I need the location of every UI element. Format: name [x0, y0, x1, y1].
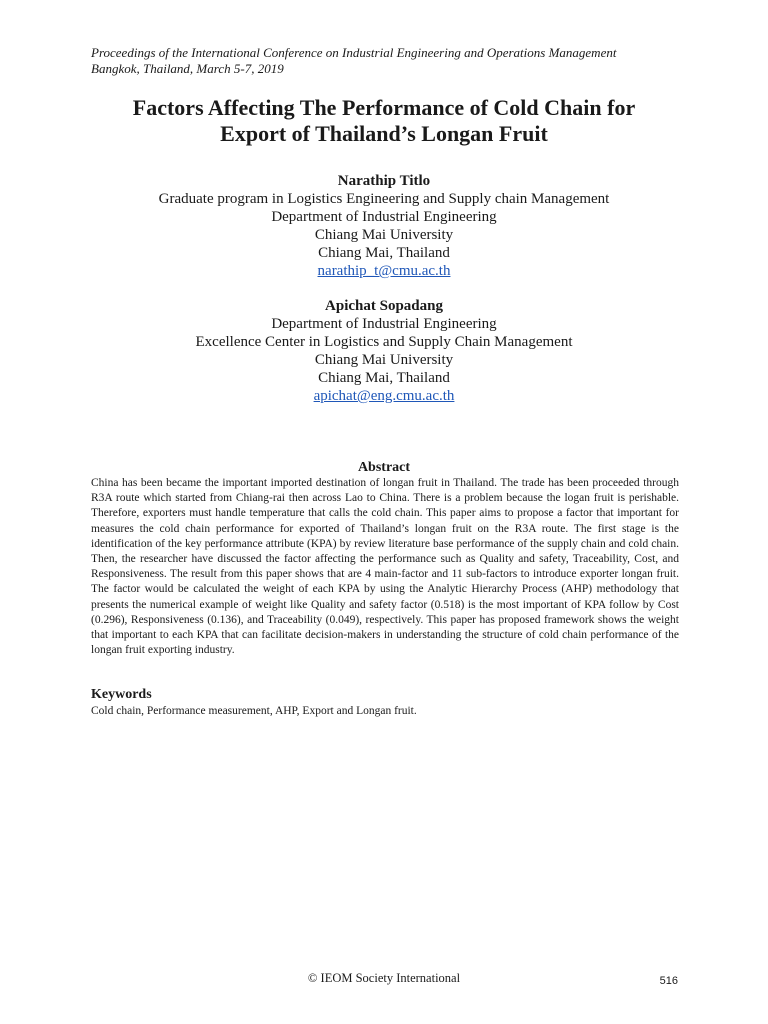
author-affiliation: Department of Industrial Engineering	[271, 316, 497, 332]
author-affiliation: Department of Industrial Engineering	[271, 209, 497, 225]
author-affiliation: Chiang Mai, Thailand	[318, 245, 450, 261]
paper-title-line-1: Factors Affecting The Performance of Cold Chain for	[132, 95, 636, 120]
conference-header	[91, 45, 616, 77]
author-affiliation: Chiang Mai University	[314, 352, 454, 368]
author-block-2	[60, 297, 708, 405]
abstract-heading: Abstract	[357, 460, 411, 475]
paper-title	[60, 95, 708, 147]
authors-section	[60, 172, 708, 405]
author-name: Apichat Sopadang	[325, 298, 443, 314]
conference-location-date: Bangkok, Thailand, March 5-7, 2019	[91, 61, 284, 76]
paper-title-line-2: Export of Thailand’s Longan Fruit	[220, 121, 548, 146]
author-email-link[interactable]: apichat@eng.cmu.ac.th	[313, 388, 455, 404]
page-number: 516	[659, 975, 678, 987]
author-name: Narathip Titlo	[337, 173, 431, 189]
author-affiliation: Excellence Center in Logistics and Supply Chain Management	[195, 334, 573, 350]
keywords-heading: Keywords	[91, 687, 152, 702]
author-email-link[interactable]: narathip_t@cmu.ac.th	[317, 263, 451, 279]
abstract-text: China has been became the important imported destination of longan fruit in Thailand. The trade has been proceeded through R3A route which started from Chiang-rai then across Lao to China. There is a problem because the logan fruit is perishable. Therefore, exporters must handle temperature that calls the cold chain. This paper aims to propose a factor that important for measures the cold chain performance for exported of Thailand’s longan fruit on the R3A route. The first stage is the identification of the key performance attribute (KPA) by review literature base performance of the supply chain and cold chain. Then, the researcher have discussed the factor affecting the performance such as Quality and safety, Traceability, Cost, and Responsiveness. The result from this paper shows that are 4 main-factor and 11 sub-factors to introduce exporter longan fruit. The factor would be calculated the weight of each KPA by using the Analytic Hierarchy Process (AHP) methodology that presents the numerical example of weight like Quality and safety factor (0.518) is the most important of KPA follow by Cost (0.296), Responsiveness (0.136), and Traceability (0.049), respectively. This paper has proposed framework shows the weight that important to each KPA that can facilitate decision-makers in understanding the structure of cold chain performance of the longan fruit exporting industry.	[91, 477, 679, 657]
conference-name: Proceedings of the International Conference on Industrial Engineering and Operations Management	[91, 45, 617, 60]
keywords-text: Cold chain, Performance measurement, AHP, Export and Longan fruit.	[91, 705, 417, 717]
author-affiliation: Graduate program in Logistics Engineering and Supply chain Management	[158, 191, 610, 207]
footer-copyright: © IEOM Society International	[307, 971, 461, 985]
author-affiliation: Chiang Mai, Thailand	[318, 370, 450, 386]
author-block-1	[60, 172, 708, 280]
author-affiliation: Chiang Mai University	[314, 227, 454, 243]
